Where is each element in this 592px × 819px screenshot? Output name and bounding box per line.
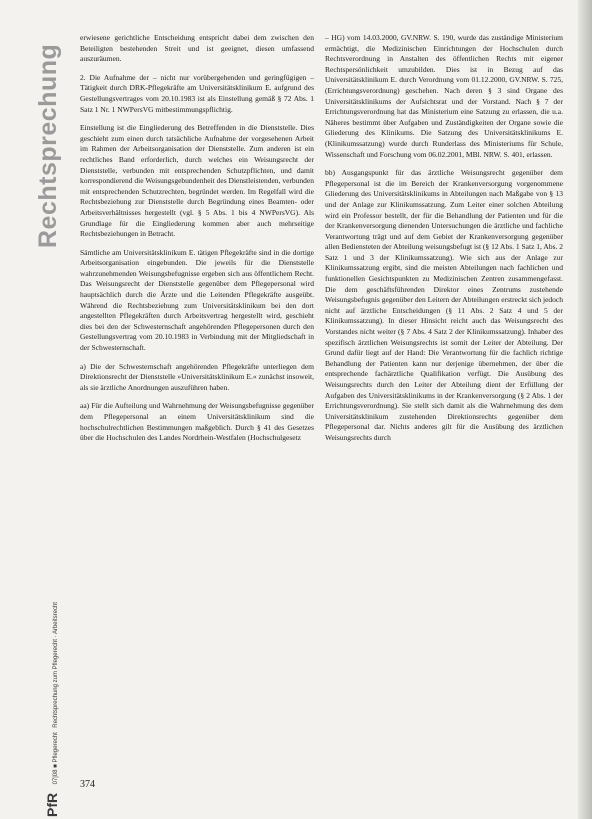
paragraph: Sämtliche am Universitätsklinikum E. tätigen Pflegekräfte sind in die dortige Arbeitsorganisation eingebunden. Die jeweils für die Dienststelle wahrzunehmenden Weisungsbefugnisse ergeben sich aus öffentlichem Recht. Das Weisungsrecht der Dienststelle gegenüber dem Pflegepersonal wird hauptsächlich durch die Ärzte und die Leitenden Pflegekräfte ausgeübt. Während die Rechtsbeziehung zum Universitätsklinikum bei den dort angestellten Pflegekräften durch Arbeitsvertrag hergestellt wird, geschieht dies bei den der Schwesternschaft angehörenden Pflegepersonen durch den Gestellungsvertrag vom 20.10.1983 in Verbindung mit der Mitgliedschaft in der Schwesternschaft. (80, 247, 314, 353)
paragraph: – HG) vom 14.03.2000, GV.NRW. S. 190, wurde das zuständige Ministerium ermächtigt, die Medizinischen Einrichtungen der Hochschulen durch Rechtsverordnung in Anstalten des öffentlichen Rechts mit eigener Rechtspersönlichkeit umzubilden. Dies ist in Bezug auf das Universitätsklinikum E. durch Verordnung vom 01.12.2000, GV.NRW. S. 725, (Errichtungsverordnung) geschehen. Nach deren § 3 sind Organe des Universitätsklinikums der Aufsichtsrat und der Vorstand. Nach § 7 der Errichtungsverordnung hat das Ministerium eine Satzung zu erlassen, die u.a. Näheres bestimmt über Aufgaben und Zuständigkeiten der Organe sowie die Gliederung des Klinikums. Die Satzung des Universitätsklinikums E. (Klinikumssatzung) wurde durch Runderlass des Ministeriums für Schule, Wissenschaft und Forschung vom 06.02.2001, MBl. NRW. S. 401, erlassen. (325, 33, 563, 159)
journal-issue: 07|08 ■ Pflegerecht (53, 732, 59, 785)
binding-shadow (578, 0, 592, 819)
paragraph: bb) Ausgangspunkt für das ärztliche Weisungsrecht gegenüber dem Pflegepersonal ist die im Bereich der Krankenversorgung vorgenommene Gliederung des Universitätsklinikums in Abteilungen nach Maßgabe von § 13 und der Anlage zur Klinikumssatzung. Zum Leiter einer solchen Abteilung wird ein Professor bestellt, der für die Behandlung der Patienten und für die der Krankenversorgung dienenden Untersuchungen die ärztliche und fachliche Verantwortung trägt und auf dem Gebiet der Krankenversorgung gegenüber allen Bediensteten der Abteilung weisungsbefugt ist (§ 12 Abs. 1 Satz 1, Abs. 2 Satz 1 und 3 der Klinikumssatzung). Wie sich aus der Anlage zur Klinikumssatzung ergibt, sind die meisten Abteilungen nach fachlichen und funktionellen Gesichtspunkten zu Medizinischen Zentren zusammengefasst. Die dem geschäftsführenden Direktor eines Zentrums zustehende Weisungsbefugnis gegenüber den Leitern der Abteilungen erstreckt sich jedoch nicht auf ärztliche Entscheidungen (§ 11 Abs. 2 Satz 4 und 5 der Klinikumssatzung). In dieser Hinsicht reicht auch das Weisungsrecht des Vorstandes nicht weiter (§ 7 Abs. 4 Satz 2 der Klinikumssatzung). Inhaber des spezifisch ärztlichen Weisungsrechts ist somit der Leiter der Abteilung. Der Grund dafür liegt auf der Hand: Die Verantwortung für die fachlich richtige Behandlung der Patienten kann nur derjenige übernehmen, der über die entsprechende fachärztliche Qualifikation verfügt. Die Ausübung des Weisungsrechts durch den Leiter der Abteilung dient der Erfüllung der Aufgaben des Universitätsklinikums in der Krankenversorgung (§ 2 Abs. 1 der Errichtungsverordnung). Sie stellt sich damit als die Wahrnehmung des dem Universitätsklinikum zustehenden Direktionsrechts gegenüber dem Pflegepersonal dar. Nichts anderes gilt für die Ausübung des ärztlichen Weisungsrechts durch (325, 168, 563, 442)
paragraph: 2. Die Aufnahme der – nicht nur vorübergehenden und geringfügigen – Tätigkeit durch DRK-Pflegekräfte am Universitätsklinikum E. aufgrund des Gestellungsvertrages vom 20.10.1983 ist als Einstellung gemäß § 72 Abs. 1 Satz 1 Nr. 1 NWPersVG mitbestimmungspflichtig. (80, 72, 314, 114)
journal-footer (44, 602, 62, 817)
journal-subtitle: Rechtsprechung zum Pflegerecht · Arbeitsrecht (53, 602, 59, 728)
paragraph: aa) Für die Aufteilung und Wahrnehmung der Weisungsbefugnisse gegenüber dem Pflegepersonal an einem Universitätsklinikum sind die hochschulrechtlichen Bestimmungen maßgeblich. Durch § 41 des Gesetzes über die Hochschulen des Landes Nordrhein-Westfalen (Hochschulgesetz (80, 401, 314, 443)
journal-brand: PfR (44, 792, 60, 817)
paragraph: Einstellung ist die Eingliederung des Betreffenden in die Dienststelle. Dies geschieht zum einen durch tatsächliche Aufnahme der vorgesehenen Arbeit im Rahmen der Arbeitsorganisation der Dienststelle. Zum anderen ist ein rechtliches Band erforderlich, durch welches ein Weisungsrecht der Dienststelle, verbunden mit entsprechenden Schutzpflichten, und damit korrespondierend die Weisungsgebundenheit des Dienstleistenden, verbunden mit entsprechenden Schutzrechten, begründet werden. Im Regelfall wird die Rechtsbeziehung zur Dienststelle durch Begründung eines Beamten- oder Arbeitsverhältnisses hergestellt (vgl. § 5 Abs. 1 bis 4 NWPersVG). Als Grundlage für die Eingliederung kommen aber auch mehrseitige Rechtsbeziehungen in Betracht. (80, 123, 314, 239)
paragraph: a) Die der Schwesternschaft angehörenden Pflegekräfte unterliegen dem Direktionsrecht der Dienststelle »Universitätsklinikum E.« zunächst insoweit, als sie ärztliche Anordnungen auszuführen haben. (80, 361, 314, 392)
page-number: 374 (80, 779, 95, 790)
left-column (80, 33, 314, 452)
paragraph: erwiesene gerichtliche Entscheidung entspricht dabei dem zwischen den Beteiligten bestehenden Streit und ist geeignet, diesen umfassend auszuräumen. (80, 33, 314, 64)
right-column (325, 33, 563, 452)
section-title: Rechtsprechung (34, 43, 62, 248)
